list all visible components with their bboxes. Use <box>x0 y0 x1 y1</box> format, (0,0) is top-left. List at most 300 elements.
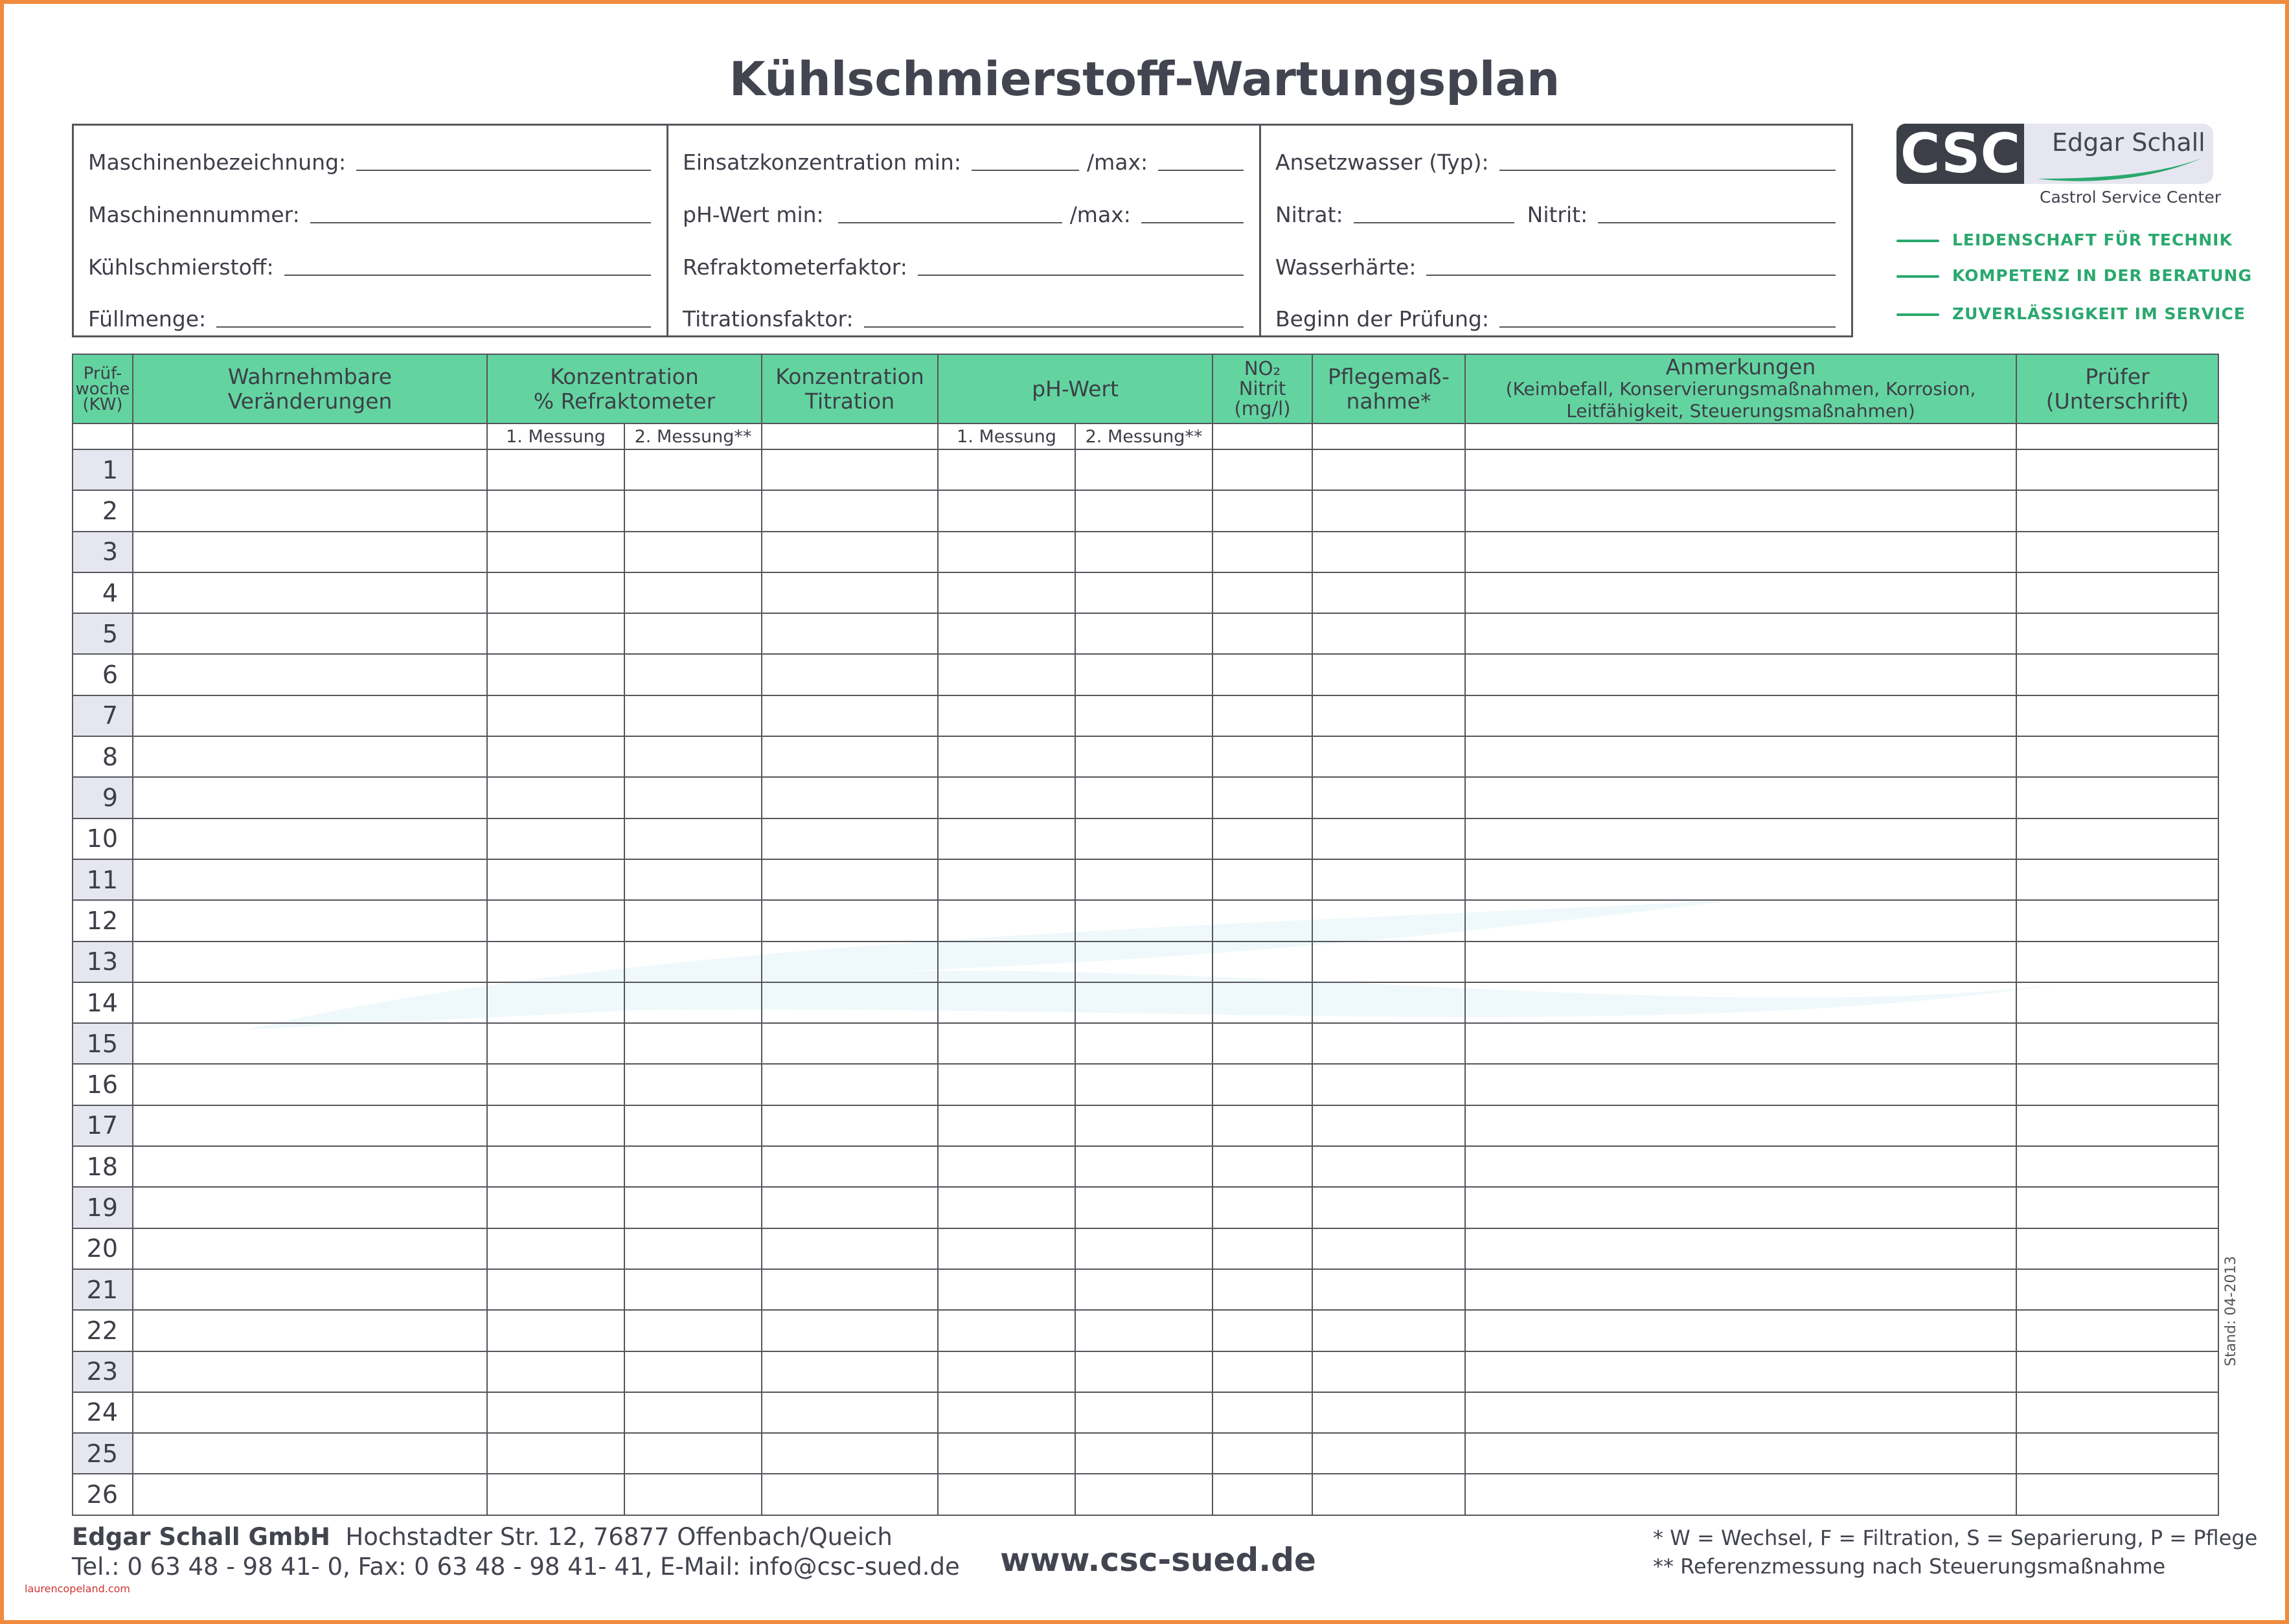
entry-cell[interactable] <box>2016 1433 2218 1474</box>
entry-cell[interactable] <box>487 1310 624 1351</box>
entry-cell[interactable] <box>2016 818 2218 859</box>
entry-cell[interactable] <box>1312 1392 1465 1433</box>
entry-cell[interactable] <box>762 1146 938 1187</box>
entry-cell[interactable] <box>938 654 1075 695</box>
entry-cell[interactable] <box>624 1187 762 1228</box>
entry-cell[interactable] <box>1465 1105 2016 1146</box>
entry-cell[interactable] <box>1075 1433 1213 1474</box>
entry-cell[interactable] <box>1075 490 1213 531</box>
entry-cell[interactable] <box>487 1105 624 1146</box>
table-row <box>73 449 2218 490</box>
entry-cell[interactable] <box>133 532 487 572</box>
entry-cell[interactable] <box>1312 532 1465 572</box>
entry-cell[interactable] <box>762 1105 938 1146</box>
entry-cell[interactable] <box>1213 572 1312 613</box>
entry-cell[interactable] <box>762 1187 938 1228</box>
entry-cell[interactable] <box>624 1064 762 1105</box>
entry-cell[interactable] <box>762 1023 938 1064</box>
week-number: 21 <box>73 1269 133 1310</box>
entry-cell[interactable] <box>1312 1064 1465 1105</box>
entry-cell[interactable] <box>1213 736 1312 777</box>
entry-cell[interactable] <box>938 490 1075 531</box>
machine-info-column <box>74 126 666 335</box>
entry-cell[interactable] <box>938 982 1075 1023</box>
maintenance-table <box>72 354 2219 1516</box>
entry-cell[interactable] <box>133 982 487 1023</box>
entry-cell[interactable] <box>487 1269 624 1310</box>
entry-cell[interactable] <box>762 695 938 736</box>
entry-cell[interactable] <box>1312 900 1465 941</box>
footnote-1: * W = Wechsel, F = Filtration, S = Separierung, P = Pflege <box>1653 1526 2258 1550</box>
entry-cell[interactable] <box>133 490 487 531</box>
entry-cell[interactable] <box>938 900 1075 941</box>
entry-cell[interactable] <box>624 1351 762 1392</box>
entry-cell[interactable] <box>624 1105 762 1146</box>
entry-cell[interactable] <box>762 777 938 818</box>
entry-cell[interactable] <box>762 1310 938 1351</box>
entry-cell[interactable] <box>624 942 762 982</box>
entry-cell[interactable] <box>1312 777 1465 818</box>
entry-cell[interactable] <box>1075 1105 1213 1146</box>
entry-cell[interactable] <box>133 613 487 654</box>
entry-cell[interactable] <box>1465 1023 2016 1064</box>
entry-cell[interactable] <box>938 1433 1075 1474</box>
entry-cell[interactable] <box>1075 572 1213 613</box>
entry-cell[interactable] <box>1465 818 2016 859</box>
entry-cell[interactable] <box>1075 900 1213 941</box>
entry-cell[interactable] <box>1075 1023 1213 1064</box>
entry-cell[interactable] <box>1465 777 2016 818</box>
entry-cell[interactable] <box>2016 942 2218 982</box>
entry-cell[interactable] <box>1465 613 2016 654</box>
entry-cell[interactable] <box>1312 1187 1465 1228</box>
field-beginn-pruefung[interactable]: Beginn der Prüfung: <box>1275 293 1836 332</box>
entry-cell[interactable] <box>762 1064 938 1105</box>
entry-cell[interactable] <box>1075 1187 1213 1228</box>
entry-cell[interactable] <box>938 1064 1075 1105</box>
entry-cell[interactable] <box>624 1023 762 1064</box>
entry-cell[interactable] <box>938 818 1075 859</box>
entry-cell[interactable] <box>1075 818 1213 859</box>
entry-cell[interactable] <box>624 982 762 1023</box>
entry-cell[interactable] <box>487 1187 624 1228</box>
field-refraktometerfaktor[interactable]: Refraktometerfaktor: <box>683 241 1244 280</box>
entry-cell[interactable] <box>487 777 624 818</box>
entry-cell[interactable] <box>1465 859 2016 900</box>
entry-cell[interactable] <box>1312 942 1465 982</box>
entry-cell[interactable] <box>1213 777 1312 818</box>
entry-cell[interactable] <box>624 900 762 941</box>
entry-cell[interactable] <box>1213 695 1312 736</box>
entry-cell[interactable] <box>487 1392 624 1433</box>
field-maschinennummer[interactable]: Maschinennummer: <box>88 188 651 227</box>
entry-cell[interactable] <box>133 695 487 736</box>
entry-cell[interactable] <box>1075 1064 1213 1105</box>
entry-cell[interactable] <box>762 532 938 572</box>
entry-cell[interactable] <box>1312 1310 1465 1351</box>
table-row <box>73 1064 2218 1105</box>
entry-cell[interactable] <box>1312 1105 1465 1146</box>
subheader-ph-1: 1. Messung <box>938 423 1075 449</box>
entry-cell[interactable] <box>624 736 762 777</box>
table-row <box>73 818 2218 859</box>
machine-info-box <box>72 124 1853 337</box>
entry-cell[interactable] <box>1312 1146 1465 1187</box>
entry-cell[interactable] <box>938 1146 1075 1187</box>
entry-cell[interactable] <box>2016 1187 2218 1228</box>
entry-cell[interactable] <box>2016 613 2218 654</box>
entry-cell[interactable] <box>938 449 1075 490</box>
entry-cell[interactable] <box>1213 1433 1312 1474</box>
entry-cell[interactable] <box>2016 1228 2218 1269</box>
entry-cell[interactable] <box>938 695 1075 736</box>
entry-cell[interactable] <box>1312 572 1465 613</box>
entry-cell[interactable] <box>1075 1474 1213 1515</box>
entry-cell[interactable] <box>938 1269 1075 1310</box>
entry-cell[interactable] <box>1312 613 1465 654</box>
entry-cell[interactable] <box>762 736 938 777</box>
entry-cell[interactable] <box>133 654 487 695</box>
entry-cell[interactable] <box>133 859 487 900</box>
entry-cell[interactable] <box>487 1228 624 1269</box>
entry-cell[interactable] <box>133 777 487 818</box>
entry-cell[interactable] <box>2016 654 2218 695</box>
entry-cell[interactable] <box>624 1474 762 1515</box>
entry-cell[interactable] <box>624 859 762 900</box>
entry-cell[interactable] <box>1465 695 2016 736</box>
entry-cell[interactable] <box>624 613 762 654</box>
field-ph-wert[interactable]: pH-Wert min: /max: <box>683 188 1244 227</box>
page-title: Kühlschmierstoff-Wartungsplan <box>729 52 1560 106</box>
entry-cell[interactable] <box>624 1310 762 1351</box>
entry-cell[interactable] <box>1465 1228 2016 1269</box>
entry-cell[interactable] <box>1075 1392 1213 1433</box>
entry-cell[interactable] <box>624 654 762 695</box>
field-wasserhaerte[interactable]: Wasserhärte: <box>1275 241 1836 280</box>
entry-cell[interactable] <box>938 613 1075 654</box>
entry-cell[interactable] <box>1465 1392 2016 1433</box>
field-kuehlschmierstoff[interactable]: Kühlschmierstoff: <box>88 241 651 280</box>
entry-cell[interactable] <box>487 736 624 777</box>
entry-cell[interactable] <box>1075 777 1213 818</box>
entry-cell[interactable] <box>938 1392 1075 1433</box>
entry-cell[interactable] <box>2016 1269 2218 1310</box>
entry-cell[interactable] <box>938 1105 1075 1146</box>
entry-cell[interactable] <box>1075 942 1213 982</box>
entry-cell[interactable] <box>133 1351 487 1392</box>
entry-cell[interactable] <box>2016 777 2218 818</box>
entry-cell[interactable] <box>624 818 762 859</box>
entry-cell[interactable] <box>1213 859 1312 900</box>
entry-cell[interactable] <box>133 1064 487 1105</box>
field-einsatzkonzentration[interactable]: Einsatzkonzentration min: /max: <box>683 136 1244 175</box>
entry-cell[interactable] <box>1312 1474 1465 1515</box>
entry-cell[interactable] <box>1465 449 2016 490</box>
entry-cell[interactable] <box>2016 859 2218 900</box>
entry-cell[interactable] <box>938 1228 1075 1269</box>
entry-cell[interactable] <box>624 449 762 490</box>
entry-cell[interactable] <box>1312 449 1465 490</box>
entry-cell[interactable] <box>2016 1023 2218 1064</box>
entry-cell[interactable] <box>938 736 1075 777</box>
entry-cell[interactable] <box>487 1023 624 1064</box>
entry-cell[interactable] <box>762 1392 938 1433</box>
entry-cell[interactable] <box>624 1269 762 1310</box>
entry-cell[interactable] <box>1312 1433 1465 1474</box>
entry-cell[interactable] <box>1075 1146 1213 1187</box>
entry-cell[interactable] <box>762 859 938 900</box>
entry-cell[interactable] <box>1213 449 1312 490</box>
entry-cell[interactable] <box>2016 1392 2218 1433</box>
table-row <box>73 1433 2218 1474</box>
week-number: 5 <box>73 613 133 654</box>
entry-cell[interactable] <box>1312 1023 1465 1064</box>
entry-cell[interactable] <box>487 572 624 613</box>
entry-cell[interactable] <box>938 777 1075 818</box>
entry-cell[interactable] <box>1213 1228 1312 1269</box>
table-row <box>73 532 2218 572</box>
entry-cell[interactable] <box>624 777 762 818</box>
entry-cell[interactable] <box>133 1474 487 1515</box>
entry-cell[interactable] <box>938 859 1075 900</box>
entry-cell[interactable] <box>1312 859 1465 900</box>
table-row <box>73 572 2218 613</box>
entry-cell[interactable] <box>133 900 487 941</box>
entry-cell[interactable] <box>762 1351 938 1392</box>
entry-cell[interactable] <box>624 1146 762 1187</box>
entry-cell[interactable] <box>938 1187 1075 1228</box>
entry-cell[interactable] <box>1465 736 2016 777</box>
entry-cell[interactable] <box>2016 982 2218 1023</box>
field-fuellmenge[interactable]: Füllmenge: <box>88 293 651 332</box>
entry-cell[interactable] <box>1312 654 1465 695</box>
entry-cell[interactable] <box>487 1433 624 1474</box>
entry-cell[interactable] <box>938 942 1075 982</box>
entry-cell[interactable] <box>762 613 938 654</box>
entry-cell[interactable] <box>1465 1310 2016 1351</box>
entry-cell[interactable] <box>938 1474 1075 1515</box>
entry-cell[interactable] <box>133 942 487 982</box>
entry-cell[interactable] <box>487 449 624 490</box>
entry-cell[interactable] <box>1075 982 1213 1023</box>
entry-cell[interactable] <box>1465 1187 2016 1228</box>
entry-cell[interactable] <box>1213 1064 1312 1105</box>
entry-cell[interactable] <box>133 1269 487 1310</box>
entry-cell[interactable] <box>133 1146 487 1187</box>
entry-cell[interactable] <box>1312 490 1465 531</box>
entry-cell[interactable] <box>2016 449 2218 490</box>
table-row <box>73 1310 2218 1351</box>
entry-cell[interactable] <box>487 695 624 736</box>
field-maschinenbezeichnung[interactable]: Maschinenbezeichnung: <box>88 136 651 175</box>
dash-icon <box>1896 313 1939 316</box>
entry-cell[interactable] <box>2016 1105 2218 1146</box>
entry-cell[interactable] <box>2016 736 2218 777</box>
entry-cell[interactable] <box>938 1351 1075 1392</box>
week-number: 13 <box>73 942 133 982</box>
entry-cell[interactable] <box>1213 1392 1312 1433</box>
entry-cell[interactable] <box>2016 532 2218 572</box>
entry-cell[interactable] <box>1465 900 2016 941</box>
entry-cell[interactable] <box>133 1228 487 1269</box>
entry-cell[interactable] <box>1312 1269 1465 1310</box>
entry-cell[interactable] <box>1213 942 1312 982</box>
subheader-refrakt-1: 1. Messung <box>487 423 624 449</box>
entry-cell[interactable] <box>1465 572 2016 613</box>
entry-cell[interactable] <box>938 1023 1075 1064</box>
entry-cell[interactable] <box>1213 1351 1312 1392</box>
entry-cell[interactable] <box>762 1433 938 1474</box>
entry-cell[interactable] <box>938 572 1075 613</box>
entry-cell[interactable] <box>1312 695 1465 736</box>
entry-cell[interactable] <box>762 654 938 695</box>
entry-cell[interactable] <box>624 695 762 736</box>
field-ansetzwasser[interactable]: Ansetzwasser (Typ): <box>1275 136 1836 175</box>
entry-cell[interactable] <box>1465 1269 2016 1310</box>
entry-cell[interactable] <box>1075 613 1213 654</box>
entry-cell[interactable] <box>133 1187 487 1228</box>
entry-cell[interactable] <box>624 490 762 531</box>
entry-cell[interactable] <box>762 1228 938 1269</box>
entry-cell[interactable] <box>1312 736 1465 777</box>
entry-cell[interactable] <box>762 1474 938 1515</box>
entry-cell[interactable] <box>1312 1228 1465 1269</box>
entry-cell[interactable] <box>2016 572 2218 613</box>
entry-cell[interactable] <box>487 859 624 900</box>
field-titrationsfaktor[interactable]: Titrationsfaktor: <box>683 293 1244 332</box>
entry-cell[interactable] <box>133 1392 487 1433</box>
entry-cell[interactable] <box>2016 1146 2218 1187</box>
entry-cell[interactable] <box>1213 1146 1312 1187</box>
entry-cell[interactable] <box>2016 900 2218 941</box>
week-number: 17 <box>73 1105 133 1146</box>
entry-cell[interactable] <box>1465 1146 2016 1187</box>
entry-cell[interactable] <box>133 572 487 613</box>
entry-cell[interactable] <box>1075 1228 1213 1269</box>
entry-cell[interactable] <box>1213 532 1312 572</box>
entry-cell[interactable] <box>1465 942 2016 982</box>
entry-cell[interactable] <box>1213 818 1312 859</box>
entry-cell[interactable] <box>1075 1351 1213 1392</box>
entry-cell[interactable] <box>1075 736 1213 777</box>
entry-cell[interactable] <box>2016 695 2218 736</box>
entry-cell[interactable] <box>487 982 624 1023</box>
table-row <box>73 982 2218 1023</box>
entry-cell[interactable] <box>624 572 762 613</box>
entry-cell[interactable] <box>624 532 762 572</box>
entry-cell[interactable] <box>487 1146 624 1187</box>
entry-cell[interactable] <box>1213 1105 1312 1146</box>
entry-cell[interactable] <box>1312 982 1465 1023</box>
website-link[interactable]: www.csc-sued.de <box>1000 1541 1316 1579</box>
table-row <box>73 613 2218 654</box>
entry-cell[interactable] <box>1213 982 1312 1023</box>
entry-cell[interactable] <box>487 942 624 982</box>
logo-abbr: CSC <box>1896 124 2024 184</box>
entry-cell[interactable] <box>133 1105 487 1146</box>
entry-cell[interactable] <box>762 982 938 1023</box>
entry-cell[interactable] <box>1075 859 1213 900</box>
entry-cell[interactable] <box>1213 1187 1312 1228</box>
entry-cell[interactable] <box>1075 449 1213 490</box>
entry-cell[interactable] <box>1213 900 1312 941</box>
entry-cell[interactable] <box>1465 1433 2016 1474</box>
entry-cell[interactable] <box>133 1023 487 1064</box>
entry-cell[interactable] <box>1213 613 1312 654</box>
entry-cell[interactable] <box>2016 1474 2218 1515</box>
entry-cell[interactable] <box>1075 654 1213 695</box>
entry-cell[interactable] <box>487 1064 624 1105</box>
entry-cell[interactable] <box>1213 1310 1312 1351</box>
entry-cell[interactable] <box>938 1310 1075 1351</box>
entry-cell[interactable] <box>762 942 938 982</box>
subheader-ph-2: 2. Messung** <box>1075 423 1213 449</box>
entry-cell[interactable] <box>762 449 938 490</box>
entry-cell[interactable] <box>487 613 624 654</box>
entry-cell[interactable] <box>1213 654 1312 695</box>
entry-cell[interactable] <box>133 449 487 490</box>
entry-cell[interactable] <box>487 818 624 859</box>
entry-cell[interactable] <box>762 572 938 613</box>
entry-cell[interactable] <box>624 1392 762 1433</box>
entry-cell[interactable] <box>938 532 1075 572</box>
entry-cell[interactable] <box>133 1433 487 1474</box>
entry-cell[interactable] <box>1075 532 1213 572</box>
field-nitrat-nitrit[interactable]: Nitrat: Nitrit: <box>1275 188 1836 227</box>
entry-cell[interactable] <box>1465 654 2016 695</box>
week-number: 11 <box>73 859 133 900</box>
entry-cell[interactable] <box>1465 1064 2016 1105</box>
entry-cell[interactable] <box>1465 1474 2016 1515</box>
entry-cell[interactable] <box>1075 1310 1213 1351</box>
entry-cell[interactable] <box>2016 490 2218 531</box>
entry-cell[interactable] <box>624 1433 762 1474</box>
entry-cell[interactable] <box>2016 1351 2218 1392</box>
entry-cell[interactable] <box>1312 1351 1465 1392</box>
entry-cell[interactable] <box>487 900 624 941</box>
entry-cell[interactable] <box>1312 818 1465 859</box>
entry-cell[interactable] <box>1465 490 2016 531</box>
week-number: 19 <box>73 1187 133 1228</box>
entry-cell[interactable] <box>1213 490 1312 531</box>
entry-cell[interactable] <box>762 1269 938 1310</box>
entry-cell[interactable] <box>487 654 624 695</box>
entry-cell[interactable] <box>1075 1269 1213 1310</box>
entry-cell[interactable] <box>487 1474 624 1515</box>
entry-cell[interactable] <box>133 736 487 777</box>
entry-cell[interactable] <box>2016 1064 2218 1105</box>
entry-cell[interactable] <box>1465 982 2016 1023</box>
entry-cell[interactable] <box>133 1310 487 1351</box>
slogan-2: KOMPETENZ IN DER BERATUNG <box>1896 266 2252 285</box>
entry-cell[interactable] <box>1213 1269 1312 1310</box>
entry-cell[interactable] <box>1465 1351 2016 1392</box>
entry-cell[interactable] <box>1213 1474 1312 1515</box>
entry-cell[interactable] <box>762 818 938 859</box>
entry-cell[interactable] <box>487 1351 624 1392</box>
footer-address <box>72 1523 893 1551</box>
entry-cell[interactable] <box>487 532 624 572</box>
entry-cell[interactable] <box>762 490 938 531</box>
entry-cell[interactable] <box>762 900 938 941</box>
entry-cell[interactable] <box>1465 532 2016 572</box>
entry-cell[interactable] <box>133 818 487 859</box>
entry-cell[interactable] <box>487 490 624 531</box>
entry-cell[interactable] <box>2016 1310 2218 1351</box>
entry-cell[interactable] <box>624 1228 762 1269</box>
entry-cell[interactable] <box>1213 1023 1312 1064</box>
entry-cell[interactable] <box>1075 695 1213 736</box>
